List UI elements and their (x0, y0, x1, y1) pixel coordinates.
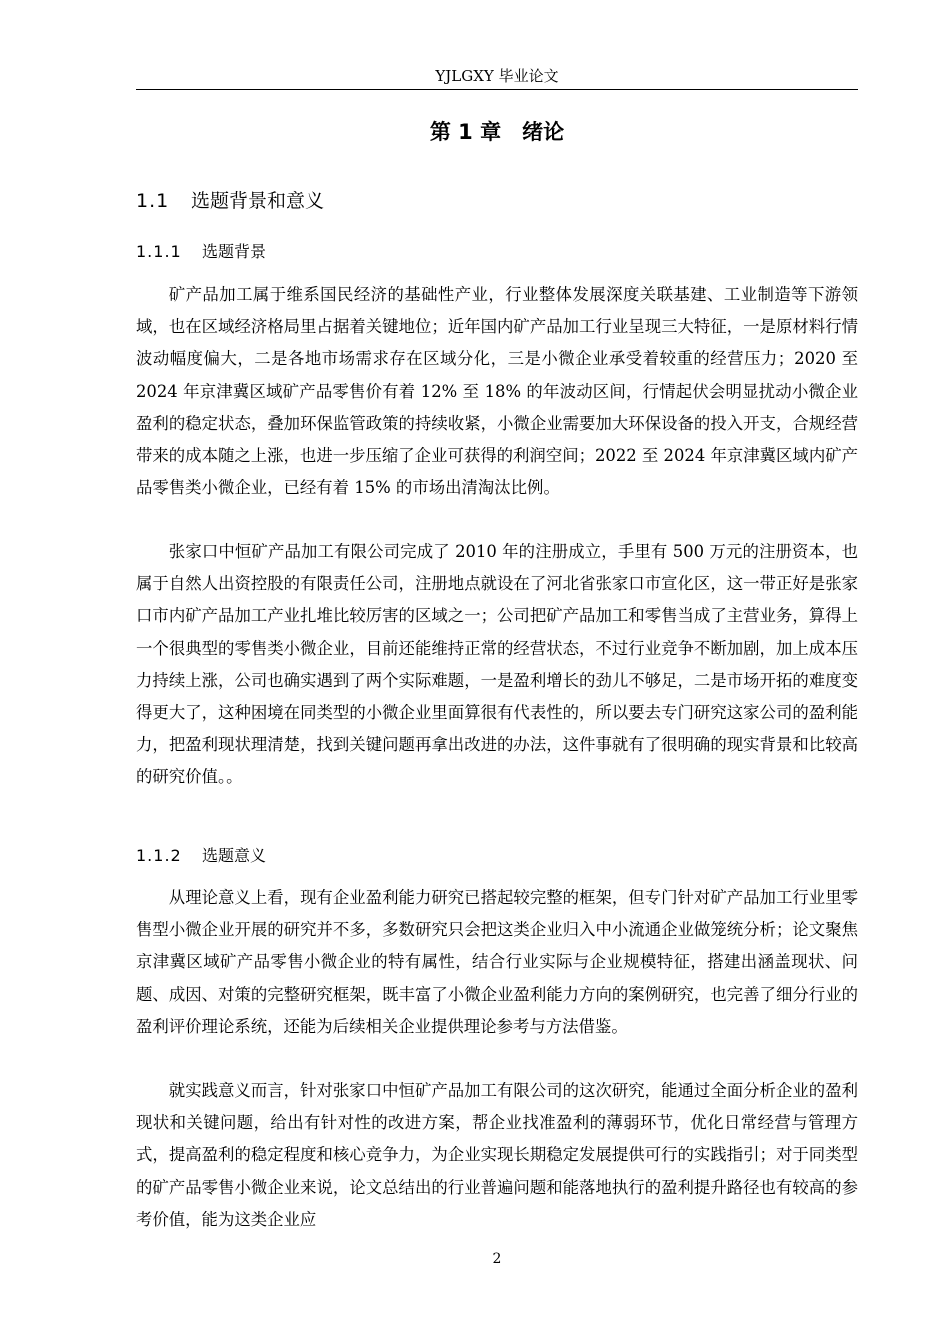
subsection-number: 1.1.2 (136, 846, 182, 865)
section-title: 选题背景和意义 (191, 190, 325, 212)
paragraph-background-2: 张家口中恒矿产品加工有限公司完成了 2010 年的注册成立，手里有 500 万元的注册资本，也属于自然人出资控股的有限责任公司，注册地点就设在了河北省张家口市宣化区，这一带正好是张家口市内矿产品加工产业扎堆比较厉害的区域之一；公司把矿产品加工和零售当成了主营业务，算得上一个很典型的零售类小微企业，目前还能维持正常的经营状态，不过行业竞争不断加剧，加上成本压力持续上涨，公司也确实遇到了两个实际难题，一是盈利增长的劲儿不够足，二是市场开拓的难度变得更大了，这种困境在同类型的小微企业里面算很有代表性的，所以要去专门研究这家公司的盈利能力，把盈利现状理清楚，找到关键问题再拿出改进的办法，这件事就有了很明确的现实背景和比较高的研究价值。。 (136, 542, 858, 787)
subsection-number: 1.1.1 (136, 242, 182, 261)
header-rule (136, 89, 858, 90)
chapter-title: 第 1 章 绪论 (429, 120, 565, 144)
subsection-title: 选题意义 (202, 846, 267, 865)
subsection-heading-1-1-2 (136, 845, 266, 867)
subsection-title: 选题背景 (202, 242, 267, 261)
paragraph-significance-2: 就实践意义而言，针对张家口中恒矿产品加工有限公司的这次研究，能通过全面分析企业的盈利现状和关键问题，给出有针对性的改进方案，帮企业找准盈利的薄弱环节，优化日常经营与管理方式，提高盈利的稳定程度和核心竞争力，为企业实现长期稳定发展提供可行的实践指引；对于同类型的矿产品零售小微企业来说，论文总结出的行业普遍问题和能落地执行的盈利提升路径也有较高的参考价值，能为这类企业应 (136, 1081, 858, 1229)
running-header: YJLGXY 毕业论文 (435, 67, 559, 85)
section-heading-1-1 (136, 188, 324, 214)
section-number: 1.1 (136, 190, 170, 212)
paragraph-significance-1: 从理论意义上看，现有企业盈利能力研究已搭起较完整的框架，但专门针对矿产品加工行业里零售型小微企业开展的研究并不多，多数研究只会把这类企业归入中小流通企业做笼统分析；论文聚焦京津冀区域矿产品零售小微企业的特有属性，结合行业实际与企业规模特征，搭建出涵盖现状、问题、成因、对策的完整研究框架，既丰富了小微企业盈利能力方向的案例研究，也完善了细分行业的盈利评价理论系统，还能为后续相关企业提供理论参考与方法借鉴。 (136, 888, 858, 1036)
paragraph-background-1: 矿产品加工属于维系国民经济的基础性产业，行业整体发展深度关联基建、工业制造等下游领域，也在区域经济格局里占据着关键地位；近年国内矿产品加工行业呈现三大特征，一是原材料行情波动幅度偏大，二是各地市场需求存在区域分化，三是小微企业承受着较重的经营压力；2020 至 2024 年京津冀区域矿产品零售价有着 12% 至 18% 的年波动区间，行情起伏会明显扰动小微企业盈利的稳定状态，叠加环保监管政策的持续收紧，小微企业需要加大环保设备的投入开支，合规经营带来的成本随之上涨，也进一步压缩了企业可获得的利润空间；2022 至 2024 年京津冀区域内矿产品零售类小微企业，已经有着 15% 的市场出清淘汰比例。 (136, 285, 858, 498)
subsection-heading-1-1-1 (136, 241, 266, 263)
page-number: 2 (492, 1251, 502, 1267)
